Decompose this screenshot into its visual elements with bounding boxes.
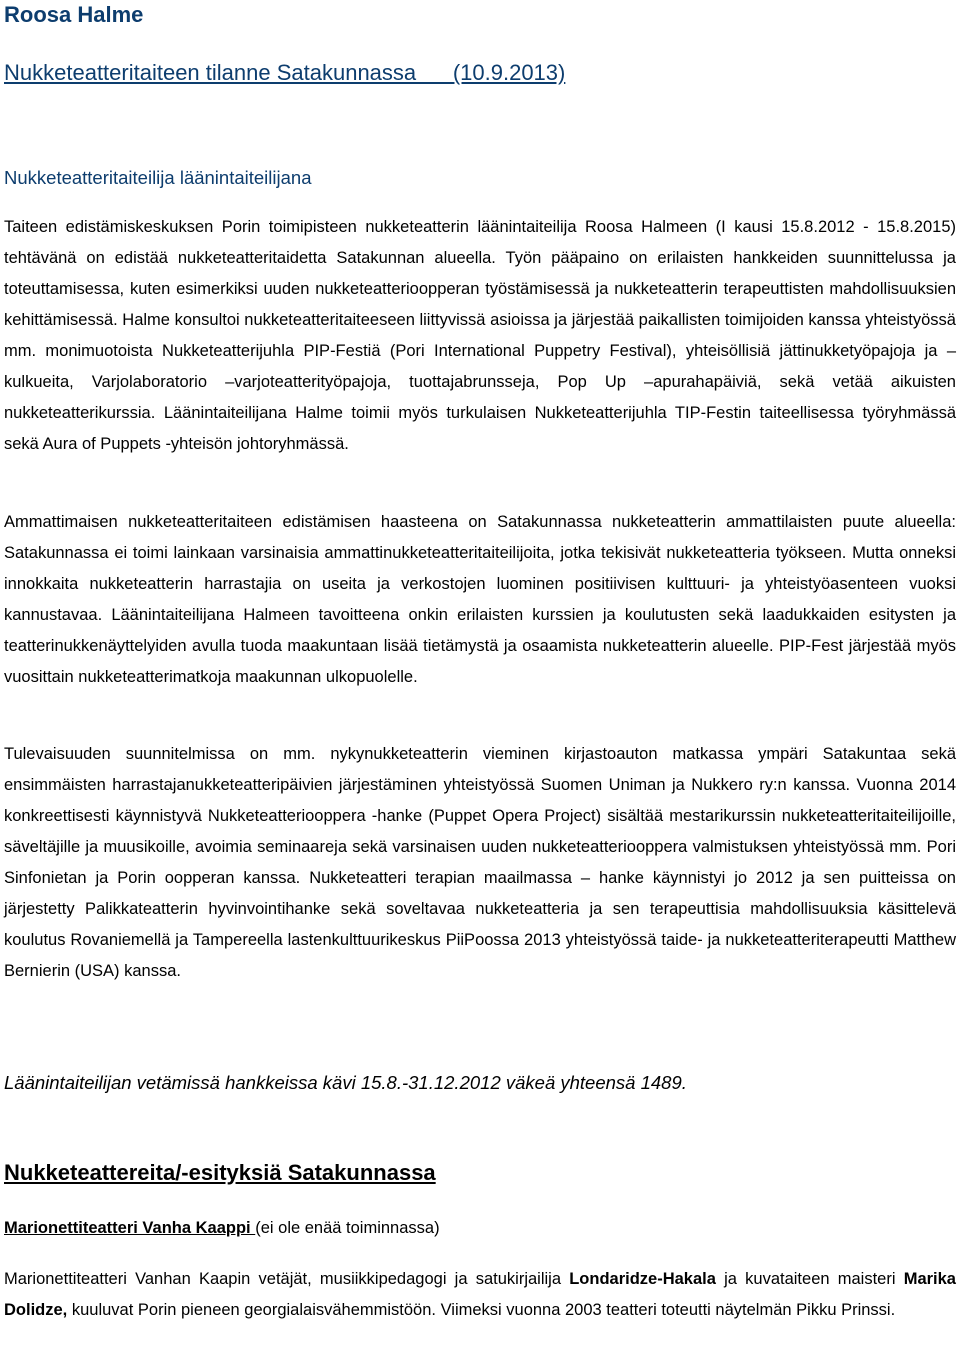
summary-line: Läänintaiteilijan vetämissä hankkeissa kävi 15.8.-31.12.2012 väkeä yhteensä 1489.	[4, 1072, 687, 1093]
section-heading: Nukketeattereita/-esityksiä Satakunnassa	[4, 1160, 436, 1185]
section-title: Nukketeatteritaiteilija läänintaiteilijana	[4, 167, 312, 188]
subsection-note: (ei ole enää toiminnassa)	[255, 1219, 440, 1237]
paragraph-marionette	[4, 1264, 956, 1326]
p4-text-b: ja kuvataiteen maisteri	[715, 1270, 904, 1288]
author-name: Roosa Halme	[4, 2, 144, 27]
document-title: Nukketeatteritaiteen tilanne Satakunnassa (10.9.2013)	[4, 60, 566, 85]
p4-text-c: kuuluvat Porin pieneen georgialaisvähemmistöön. Viimeksi vuonna 2003 teatteri toteutti näytelmän Pikku Prinssi.	[67, 1301, 896, 1319]
subsection-title: Marionettiteatteri Vanha Kaappi	[4, 1219, 256, 1237]
p4-name-2: Marika Dolidze,	[4, 1270, 956, 1319]
paragraph-challenges: Ammattimaisen nukketeatteritaiteen edistämisen haasteena on Satakunnassa nukketeatterin ammattilaisten puute alueella: Satakunnassa ei toimi lainkaan varsinaisia ammattinukketeatteritaiteilijoita, jotka tekisivät nukketeatteria työkseen. Mutta onneksi innokkaita nukketeatterin harrastajia on useita ja verkostojen luominen positiivisen kulttuuri- ja yhteistyöasenteen vuoksi kannustavaa. Läänintaiteilijana Halmeen tavoitteena onkin erilaisten kurssien ja koulutusten sekä laadukkaiden esitysten ja teatterinukkenäyttelyiden avulla tuoda maakuntaan lisää tietämystä ja osaamista nukketeatterin alueelle. PIP-Fest järjestää myös vuosittain nukketeatterimatkoja maakunnan ulkopuolelle.	[4, 513, 956, 686]
p4-text-a: Marionettiteatteri Vanhan Kaapin vetäjät, musiikkipedagogi ja satukirjailija	[4, 1270, 570, 1288]
p4-name-1: Londaridze-Hakala	[569, 1270, 716, 1288]
paragraph-future-plans: Tulevaisuuden suunnitelmissa on mm. nykynukketeatterin vieminen kirjastoauton matkassa ympäri Satakuntaa sekä ensimmäisten harrastajanukketeatteripäivien järjestäminen yhteistyössä Suomen Uniman ja Nukkero ry:n kanssa. Vuonna 2014 konkreettisesti käynnistyvä Nukketeatteriooppera -hanke (Puppet Opera Project) sisältää mestarikurssin nukketeatteritaiteilijoille, säveltäjille ja muusikoille, avoimia seminaareja sekä varsinaisen uuden nukketeatteriooppera valmistuksen yhteistyössä mm. Pori Sinfonietan ja Porin oopperan kanssa. Nukketeatteri terapian maailmassa – hanke käynnistyi jo 2012 ja sen puitteissa on järjestetty Palikkateatterin hyvinvointihanke sekä soveltavaa nukketeatteria ja sen terapeuttisia mahdollisuuksia käsittelevä koulutus Rovaniemellä ja Tampereella lastenkulttuurikeskus PiiPoossa 2013 yhteistyössä taide- ja nukketeatteriterapeutti Matthew Bernierin (USA) kanssa.	[4, 745, 956, 980]
subsection-heading	[4, 1213, 440, 1244]
paragraph-intro: Taiteen edistämiskeskuksen Porin toimipisteen nukketeatterin läänintaiteilija Roosa Halmeen (I kausi 15.8.2012 - 15.8.2015) tehtävänä on edistää nukketeatteritaidetta Satakunnan alueella. Työn pääpaino on erilaisten hankkeiden suunnittelussa ja toteuttamisessa, kuten esimerkiksi uuden nukketeatterioopperan työstämisessä ja nukketeatterin terapeuttisten mahdollisuuksien kehittämisessä. Halme konsultoi nukketeatteritaiteeseen liittyvissä asioissa ja järjestää paikallisten toimijoiden kanssa yhteistyössä mm. monimuotoista Nukketeatterijuhla PIP-Festiä (Pori International Puppetry Festival), yhteisöllisiä jättinukketyöpajoja ja –kulkueita, Varjolaboratorio –varjoteatterityöpajoja, tuottajabrunsseja, Pop Up –apurahapäiviä, sekä vetää aikuisten nukketeatterikurssia. Läänintaiteilijana Halme toimii myös turkulaisen Nukketeatterijuhla TIP-Festin taiteellisessa työryhmässä sekä Aura of Puppets -yhteisön johtoryhmässä.	[4, 218, 956, 453]
